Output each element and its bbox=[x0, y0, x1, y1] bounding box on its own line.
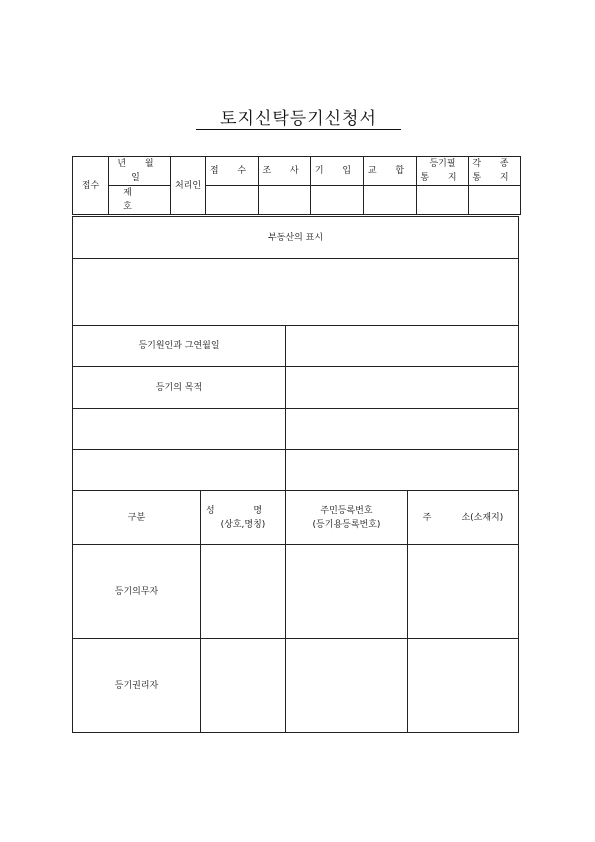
completion-notice-line1: 등기필 bbox=[429, 159, 456, 169]
purpose-field[interactable] bbox=[286, 367, 519, 409]
header-name-line2: (상호,명칭) bbox=[220, 519, 266, 530]
individual-notice-line2: 통 지 bbox=[472, 173, 517, 183]
receipt-number-label: 제 호 bbox=[109, 186, 171, 215]
cell-entry-blank[interactable] bbox=[311, 186, 364, 215]
processor-label: 처리인 bbox=[171, 157, 206, 215]
property-field[interactable] bbox=[73, 259, 519, 326]
obligee-label: 등기권리자 bbox=[73, 639, 201, 733]
header-id-line1: 주민등록번호 bbox=[320, 505, 373, 516]
obligor-id-field[interactable] bbox=[286, 545, 408, 639]
extra-field-2[interactable] bbox=[286, 450, 519, 491]
extra-label-2[interactable] bbox=[73, 450, 286, 491]
col-entry: 기 입 bbox=[311, 157, 364, 186]
property-label: 부동산의 표시 bbox=[73, 217, 519, 259]
header-address-prefix: 주 bbox=[422, 512, 432, 523]
receipt-table bbox=[72, 156, 521, 215]
cell-verification-blank[interactable] bbox=[364, 186, 417, 215]
obligor-name-field[interactable] bbox=[201, 545, 286, 639]
cell-inspection-blank[interactable] bbox=[259, 186, 311, 215]
cause-date-label: 등기원인과 그연월일 bbox=[73, 326, 286, 367]
obligee-id-field[interactable] bbox=[286, 639, 408, 733]
extra-field-1[interactable] bbox=[286, 409, 519, 450]
page-title: 토지신탁등기신청서 bbox=[220, 109, 377, 129]
receipt-date-label: 년 월 일 bbox=[109, 157, 171, 186]
obligor-address-field[interactable] bbox=[408, 545, 519, 639]
col-completion-notice bbox=[417, 157, 469, 186]
header-name bbox=[201, 491, 286, 545]
col-inspection: 조 사 bbox=[259, 157, 311, 186]
application-table bbox=[72, 216, 519, 733]
obligor-label: 등기의무자 bbox=[73, 545, 201, 639]
col-individual-notice bbox=[469, 157, 521, 186]
individual-notice-line1: 각 종 bbox=[472, 159, 517, 169]
col-receipt: 접 수 bbox=[206, 157, 259, 186]
cell-receipt-blank[interactable] bbox=[206, 186, 259, 215]
header-id bbox=[286, 491, 408, 545]
header-category: 구분 bbox=[73, 491, 201, 545]
obligee-name-field[interactable] bbox=[201, 639, 286, 733]
cell-completion-blank[interactable] bbox=[417, 186, 469, 215]
cause-date-field[interactable] bbox=[286, 326, 519, 367]
receipt-label: 접수 bbox=[73, 157, 109, 215]
header-address bbox=[408, 491, 519, 545]
obligee-address-field[interactable] bbox=[408, 639, 519, 733]
header-address-suffix: 소(소재지) bbox=[461, 512, 504, 523]
col-verification: 교 합 bbox=[364, 157, 417, 186]
title-underline bbox=[196, 129, 401, 130]
header-name-line1: 성 명 bbox=[205, 505, 281, 516]
completion-notice-line2: 통 지 bbox=[420, 173, 465, 183]
purpose-label: 등기의 목적 bbox=[73, 367, 286, 409]
header-id-line2: (등기용등록번호) bbox=[312, 519, 381, 530]
extra-label-1[interactable] bbox=[73, 409, 286, 450]
cell-individual-blank[interactable] bbox=[469, 186, 521, 215]
